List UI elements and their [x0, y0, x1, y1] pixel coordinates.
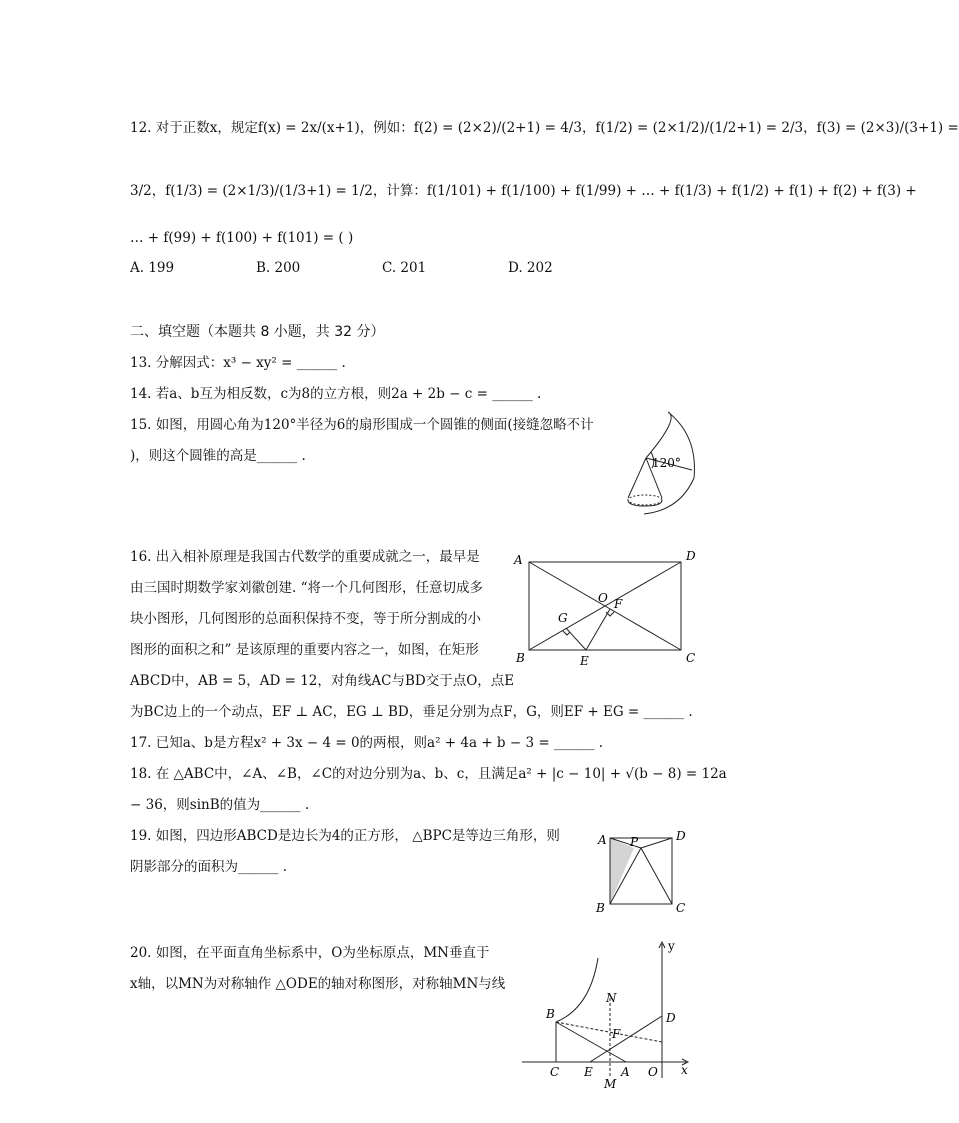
q16-line1: 16. 出入相补原理是我国古代数学的重要成就之一，最早是 — [130, 549, 480, 565]
q15-line2: )，则这个圆锥的高是______ . — [130, 448, 306, 464]
q13: 13. 分解因式：x³ − xy² = ______ . — [130, 355, 346, 371]
q19-label-a: A — [598, 833, 607, 847]
q20-line1: 20. 如图，在平面直角坐标系中，O为坐标原点，MN垂直于 — [130, 945, 490, 961]
q12-line2: 3/2，f(1/3) = (2×1/3)/(1/3+1) = 1/2，计算：f(1/101) + f(1/100) + f(1/99) + … + f(1/3) + f(1/2) + f(1) + f(2) + f(3) + — [130, 183, 917, 199]
q12-line1: 12. 对于正数x，规定f(x) = 2x/(x+1)，例如：f(2) = (2×2)/(2+1) = 4/3，f(1/2) = (2×1/2)/(1/2+1) = 2/3，f(3) = (2×3)/(3+1) = — [130, 120, 959, 136]
q20-label-e: E — [584, 1065, 593, 1079]
choice-a: A. 199 — [130, 260, 175, 276]
q19-square-figure — [594, 826, 694, 916]
q16-line5: ABCD中，AB = 5，AD = 12，对角线AC与BD交于点O，点E — [130, 673, 515, 689]
q16-line2: 由三国时期数学家刘徽创建. “将一个几何图形，任意切成多 — [130, 580, 483, 596]
q19-line1: 19. 如图，四边形ABCD是边长为4的正方形， △BPC是等边三角形，则 — [130, 828, 560, 844]
q20-label-c: C — [550, 1065, 560, 1079]
q16-label-c: C — [686, 651, 696, 665]
q15-cone-sector-figure — [618, 412, 700, 520]
q16-label-f: F — [614, 597, 623, 611]
q14: 14. 若a、b互为相反数，c为8的立方根，则2a + 2b − c = ______ . — [130, 386, 542, 402]
q16-label-e: E — [580, 654, 589, 668]
q20-label-b: B — [546, 1007, 555, 1021]
q19-label-d: D — [676, 829, 686, 843]
q16-label-g: G — [558, 611, 568, 625]
q20-label-f: F — [612, 1027, 621, 1041]
choice-d: D. 202 — [508, 260, 553, 276]
q18-line1: 18. 在 △ABC中，∠A、∠B，∠C的对边分别为a、b、c，且满足a² + |c − 10| + √(b − 8) = 12a — [130, 766, 727, 782]
q19-label-b: B — [596, 901, 605, 915]
q16-label-a: A — [514, 553, 523, 567]
q20-label-m: M — [604, 1077, 617, 1091]
q15-line1: 15. 如图，用圆心角为120°半径为6的扇形围成一个圆锥的侧面(接缝忽略不计 — [130, 417, 594, 433]
q17: 17. 已知a、b是方程x² + 3x − 4 = 0的两根，则a² + 4a + b − 3 = ______ . — [130, 735, 604, 751]
choice-b: B. 200 — [256, 260, 301, 276]
q19-label-p: P — [630, 835, 639, 849]
choice-c: C. 201 — [382, 260, 427, 276]
q16-rectangle-figure — [510, 546, 700, 670]
section-fill-blank-title: 二、填空题（本题共 8 小题，共 32 分） — [130, 324, 385, 340]
q19-line2: 阴影部分的面积为______ . — [130, 859, 288, 875]
q20-label-x: x — [681, 1063, 688, 1077]
q19-label-c: C — [676, 901, 686, 915]
q20-label-d: D — [666, 1011, 676, 1025]
q20-label-y: y — [668, 939, 675, 953]
q12-line3: … + f(99) + f(100) + f(101) = ( ) — [130, 230, 354, 246]
q16-line3: 块小图形，几何图形的总面积保持不变，等于所分割成的小 — [130, 611, 481, 627]
q20-coordinate-figure — [518, 938, 698, 1091]
q20-label-n: N — [606, 991, 617, 1005]
q16-line6: 为BC边上的一个动点，EF ⊥ AC，EG ⊥ BD，垂足分别为点F，G，则EF + EG = ______ . — [130, 704, 693, 720]
q20-label-a: A — [621, 1065, 630, 1079]
q18-line2: − 36，则sinB的值为______ . — [130, 797, 310, 813]
q16-label-b: B — [516, 651, 525, 665]
q20-line2: x轴，以MN为对称轴作 △ODE的轴对称图形，对称轴MN与线 — [130, 976, 506, 992]
q15-angle-label: 120° — [652, 456, 681, 470]
q12-choices — [130, 260, 590, 280]
q16-label-o: O — [598, 591, 608, 605]
q20-label-o: O — [648, 1065, 658, 1079]
q16-line4: 图形的面积之和” 是该原理的重要内容之一，如图，在矩形 — [130, 642, 479, 658]
q16-label-d: D — [686, 549, 696, 563]
